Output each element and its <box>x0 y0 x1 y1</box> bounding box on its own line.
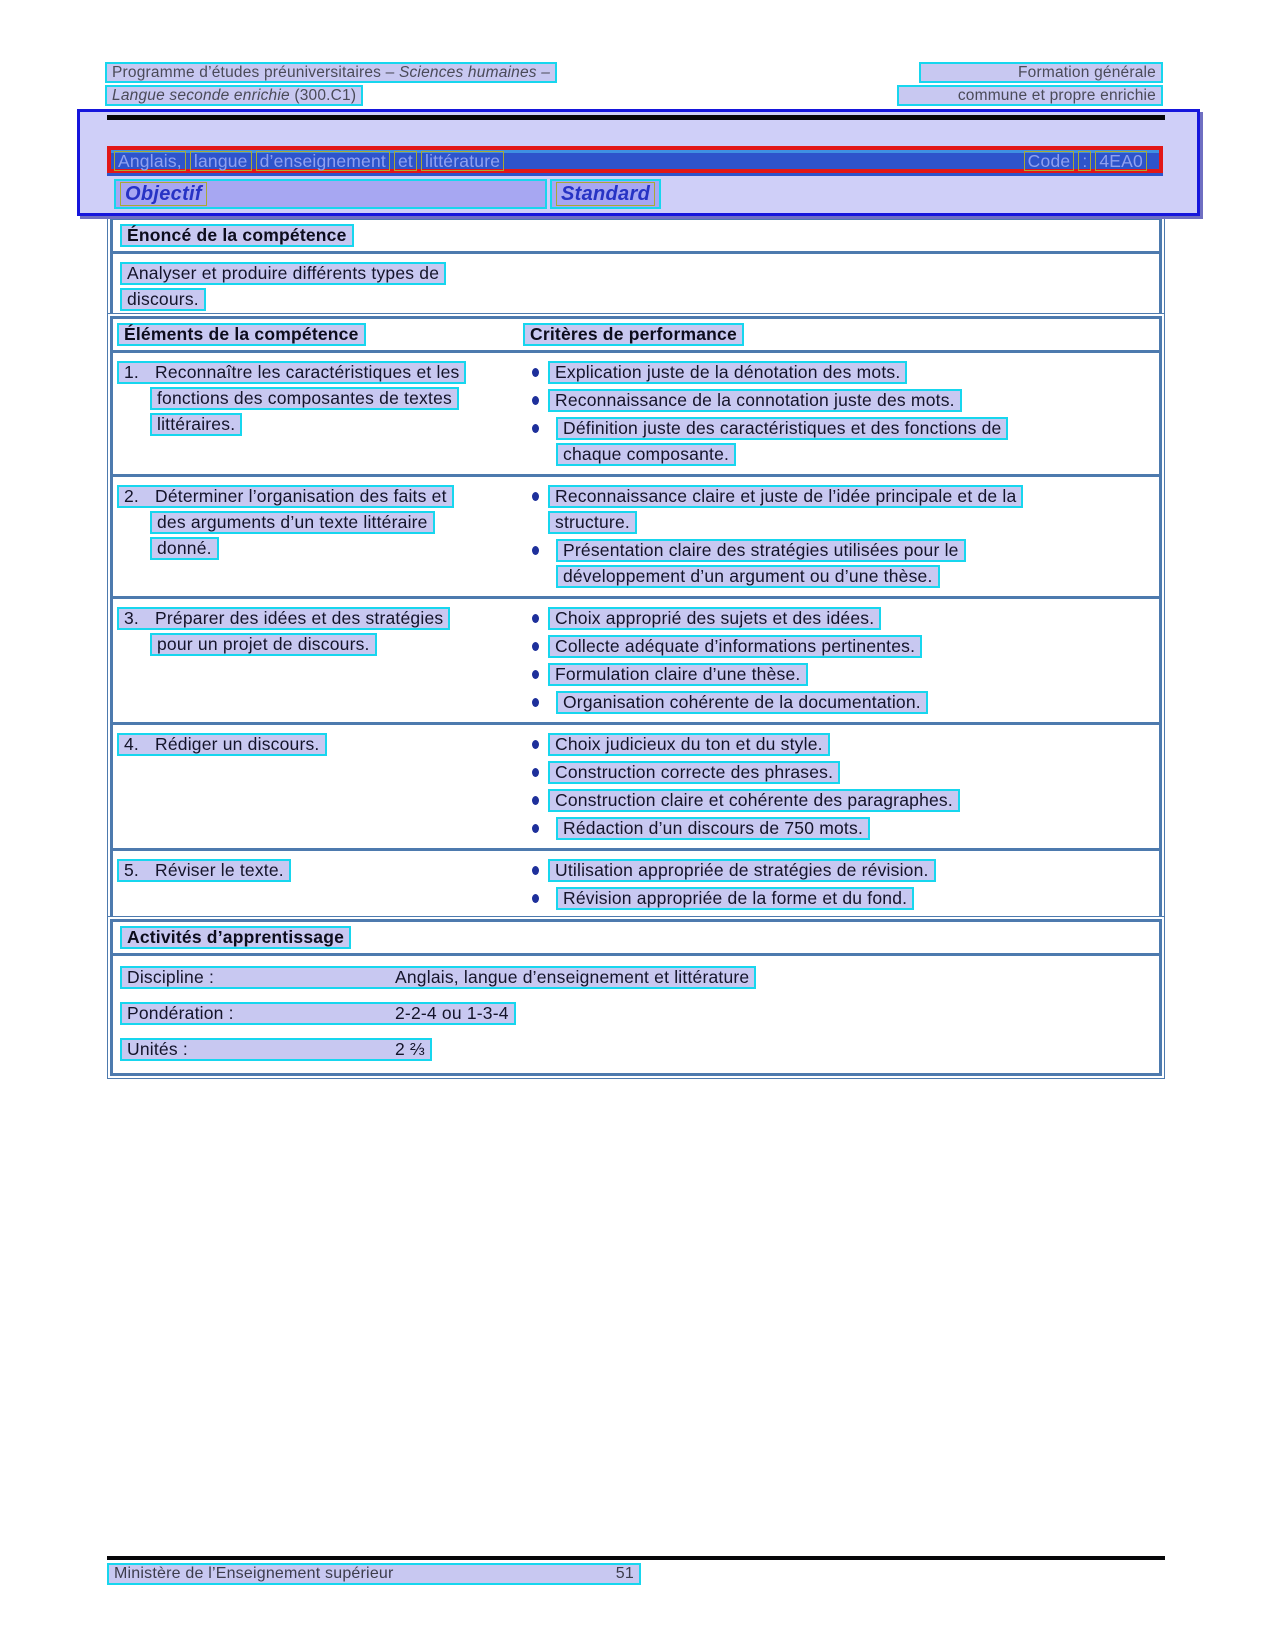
element-text: Préparer des idées et des stratégies <box>155 608 444 628</box>
criteria-cell <box>523 599 1159 722</box>
header-line1-right <box>919 62 1163 83</box>
element-number: 4. <box>124 734 139 754</box>
criterion-text: structure. <box>548 511 637 534</box>
competence-rows <box>113 353 1159 918</box>
elements-column-header: Éléments de la compétence <box>117 323 366 346</box>
criterion-line <box>548 663 808 686</box>
element-line <box>117 361 523 384</box>
header-langue-italic: Langue seconde enrichie <box>112 87 290 104</box>
element-first-line <box>117 859 291 882</box>
element-line <box>150 387 523 410</box>
bullet-icon <box>532 740 539 749</box>
footer-ministry-text: Ministère de l’Enseignement supérieur <box>114 1565 394 1582</box>
activity-value: 2-2-4 ou 1-3-4 <box>395 1003 509 1023</box>
criteres-column-header: Critères de performance <box>523 323 744 346</box>
criterion-text: Révision appropriée de la forme et du fond. <box>556 887 914 910</box>
criterion-line <box>548 859 936 882</box>
element-wrapped-line: fonctions des composantes de textes <box>150 387 459 410</box>
criterion-lines <box>548 417 1008 466</box>
bullet-icon <box>532 824 539 833</box>
element-cell <box>113 725 523 848</box>
competence-table <box>107 313 1165 924</box>
banner-code-words <box>1024 151 1151 171</box>
bullet-icon <box>532 424 539 433</box>
criterion-lines <box>548 389 962 412</box>
bullet-icon <box>532 866 539 875</box>
criterion-line <box>548 635 922 658</box>
criterion-item <box>523 607 1153 630</box>
criterion-line <box>548 443 1008 466</box>
banner-title-word: d’enseignement <box>256 151 390 171</box>
bullet-icon <box>532 642 539 651</box>
criterion-lines <box>548 361 907 384</box>
criterion-lines <box>548 691 928 714</box>
criterion-item <box>523 417 1153 466</box>
activity-value: 2 ⅔ <box>395 1039 425 1059</box>
activites-table <box>107 916 1165 1079</box>
criterion-text: chaque composante. <box>556 443 736 466</box>
table-row <box>113 848 1159 918</box>
criterion-line <box>548 361 907 384</box>
criterion-text: Définition juste des caractéristiques et des fonctions de <box>556 417 1008 440</box>
enonce-line <box>120 262 1152 285</box>
criterion-text: Reconnaissance claire et juste de l’idée principale et de la <box>548 485 1023 508</box>
criterion-item <box>523 691 1153 714</box>
bullet-icon <box>532 894 539 903</box>
criterion-item <box>523 361 1153 384</box>
standard-heading: Standard <box>556 182 655 206</box>
header-code-program: (300.C1) <box>289 87 357 104</box>
element-line <box>150 633 523 656</box>
element-wrapped-line: donné. <box>150 537 219 560</box>
criterion-line <box>548 539 966 562</box>
bullet-icon <box>532 396 539 405</box>
objectif-standard-row <box>114 179 661 209</box>
header-line2-right <box>897 85 1163 106</box>
criterion-line <box>548 691 928 714</box>
criterion-text: Utilisation appropriée de stratégies de révision. <box>548 859 936 882</box>
element-line <box>117 859 523 882</box>
element-cell <box>113 353 523 474</box>
footer-page-number: 51 <box>615 1565 634 1582</box>
objectif-heading: Objectif <box>120 182 207 206</box>
criterion-lines <box>548 887 914 910</box>
table-row <box>113 722 1159 848</box>
banner-code-word: Code <box>1024 151 1075 171</box>
activites-title: Activités d’apprentissage <box>120 926 351 949</box>
table-row <box>113 353 1159 474</box>
criterion-line <box>548 733 830 756</box>
header-line1-left <box>105 62 557 83</box>
criterion-line <box>548 565 966 588</box>
criterion-lines <box>548 485 1023 534</box>
header-commune-text: commune et propre enrichie <box>897 85 1163 106</box>
criterion-text: Rédaction d’un discours de 750 mots. <box>556 817 870 840</box>
criterion-line <box>548 417 1008 440</box>
element-number: 1. <box>124 362 139 382</box>
criterion-text: développement d’un argument ou d’une thèse. <box>556 565 940 588</box>
criteria-cell <box>523 851 1159 918</box>
criterion-line <box>548 789 960 812</box>
element-number: 2. <box>124 486 139 506</box>
bullet-icon <box>532 614 539 623</box>
bullet-icon <box>532 546 539 555</box>
element-number: 3. <box>124 608 139 628</box>
criterion-item <box>523 389 1153 412</box>
criteria-cell <box>523 353 1159 474</box>
enonce-table-header <box>113 220 1159 254</box>
bullet-icon <box>532 698 539 707</box>
criterion-lines <box>548 663 808 686</box>
bullet-icon <box>532 670 539 679</box>
criteria-cell <box>523 725 1159 848</box>
banner-code-word: 4EA0 <box>1095 151 1147 171</box>
criterion-line <box>548 761 840 784</box>
criterion-line <box>548 485 1023 508</box>
element-cell <box>113 851 523 918</box>
criterion-lines <box>548 607 881 630</box>
objectif-highlight <box>114 179 547 209</box>
table-row <box>113 474 1159 596</box>
activity-highlight <box>120 1002 516 1025</box>
element-first-line <box>117 361 466 384</box>
criterion-text: Collecte adéquate d’informations pertinentes. <box>548 635 922 658</box>
banner-title-word: et <box>394 151 417 171</box>
criterion-lines <box>548 817 870 840</box>
criterion-line <box>548 817 870 840</box>
element-line <box>117 485 523 508</box>
element-line <box>117 733 523 756</box>
header-rule <box>107 115 1165 120</box>
criterion-lines <box>548 733 830 756</box>
element-wrapped-line: littéraires. <box>150 413 242 436</box>
criterion-text: Formulation claire d’une thèse. <box>548 663 808 686</box>
element-text: Rédiger un discours. <box>155 734 320 754</box>
criterion-item <box>523 887 1153 910</box>
header-line2-left <box>105 85 363 106</box>
criterion-item <box>523 539 1153 588</box>
element-first-line <box>117 607 450 630</box>
criterion-lines <box>548 789 960 812</box>
element-line <box>150 537 523 560</box>
element-wrapped-line: pour un projet de discours. <box>150 633 377 656</box>
criterion-text: Présentation claire des stratégies utilisées pour le <box>556 539 966 562</box>
element-first-line <box>117 485 454 508</box>
title-banner <box>107 146 1163 176</box>
element-text: Déterminer l’organisation des faits et <box>155 486 447 506</box>
enonce-line-text: discours. <box>120 288 206 311</box>
element-text: Reconnaître les caractéristiques et les <box>155 362 460 382</box>
competence-table-header <box>113 319 1159 353</box>
banner-words <box>114 151 1151 171</box>
banner-code-word: : <box>1078 151 1091 171</box>
footer-rule <box>107 1556 1165 1560</box>
activity-highlight <box>120 966 756 989</box>
bullet-icon <box>532 796 539 805</box>
table-row <box>113 596 1159 722</box>
criterion-line <box>548 511 1023 534</box>
enonce-title: Énoncé de la compétence <box>120 224 354 247</box>
banner-title-word: langue <box>190 151 252 171</box>
activity-rows <box>113 956 1159 1073</box>
element-cell <box>113 477 523 596</box>
bullet-icon <box>532 768 539 777</box>
criterion-item <box>523 817 1153 840</box>
header-formation-text: Formation générale <box>919 62 1163 83</box>
activites-table-header <box>113 922 1159 956</box>
criterion-lines <box>548 539 966 588</box>
header-program-italic: Sciences humaines – <box>398 64 551 81</box>
criterion-item <box>523 485 1153 534</box>
criterion-lines <box>548 761 840 784</box>
criterion-text: Explication juste de la dénotation des mots. <box>548 361 907 384</box>
criterion-item <box>523 761 1153 784</box>
bullet-icon <box>532 368 539 377</box>
activity-highlight <box>120 1038 432 1061</box>
activity-row <box>120 1038 1152 1061</box>
activity-label: Unités : <box>127 1039 188 1059</box>
enonce-table <box>107 214 1165 327</box>
footer-highlight <box>107 1563 641 1585</box>
criterion-line <box>548 389 962 412</box>
activity-label: Discipline : <box>127 967 215 987</box>
element-number: 5. <box>124 860 139 880</box>
activity-label: Pondération : <box>127 1003 234 1023</box>
criterion-text: Construction correcte des phrases. <box>548 761 840 784</box>
criterion-lines <box>548 859 936 882</box>
criterion-text: Organisation cohérente de la documentation. <box>556 691 928 714</box>
element-text: Réviser le texte. <box>155 860 284 880</box>
element-cell <box>113 599 523 722</box>
criterion-item <box>523 733 1153 756</box>
criterion-item <box>523 859 1153 882</box>
banner-title-word: littérature <box>421 151 504 171</box>
enonce-line-text: Analyser et produire différents types de <box>120 262 446 285</box>
banner-title-word: Anglais, <box>114 151 186 171</box>
criterion-text: Choix judicieux du ton et du style. <box>548 733 830 756</box>
criterion-item <box>523 635 1153 658</box>
bullet-icon <box>532 492 539 501</box>
criterion-text: Choix approprié des sujets et des idées. <box>548 607 881 630</box>
element-line <box>150 413 523 436</box>
activity-row <box>120 1002 1152 1025</box>
enonce-body <box>113 254 1159 321</box>
element-line <box>117 607 523 630</box>
criterion-item <box>523 663 1153 686</box>
criterion-text: Construction claire et cohérente des paragraphes. <box>548 789 960 812</box>
criteria-cell <box>523 477 1159 596</box>
criterion-line <box>548 887 914 910</box>
header-program-text: Programme d’études préuniversitaires – <box>112 64 399 81</box>
criterion-text: Reconnaissance de la connotation juste des mots. <box>548 389 962 412</box>
criterion-item <box>523 789 1153 812</box>
activity-value: Anglais, langue d’enseignement et littérature <box>395 967 750 987</box>
banner-title-words <box>114 151 508 171</box>
enonce-line <box>120 288 1152 311</box>
footer <box>107 1563 641 1585</box>
criterion-line <box>548 607 881 630</box>
standard-highlight <box>550 179 661 209</box>
element-first-line <box>117 733 327 756</box>
activity-row <box>120 966 1152 989</box>
criterion-lines <box>548 635 922 658</box>
element-wrapped-line: des arguments d’un texte littéraire <box>150 511 435 534</box>
element-line <box>150 511 523 534</box>
